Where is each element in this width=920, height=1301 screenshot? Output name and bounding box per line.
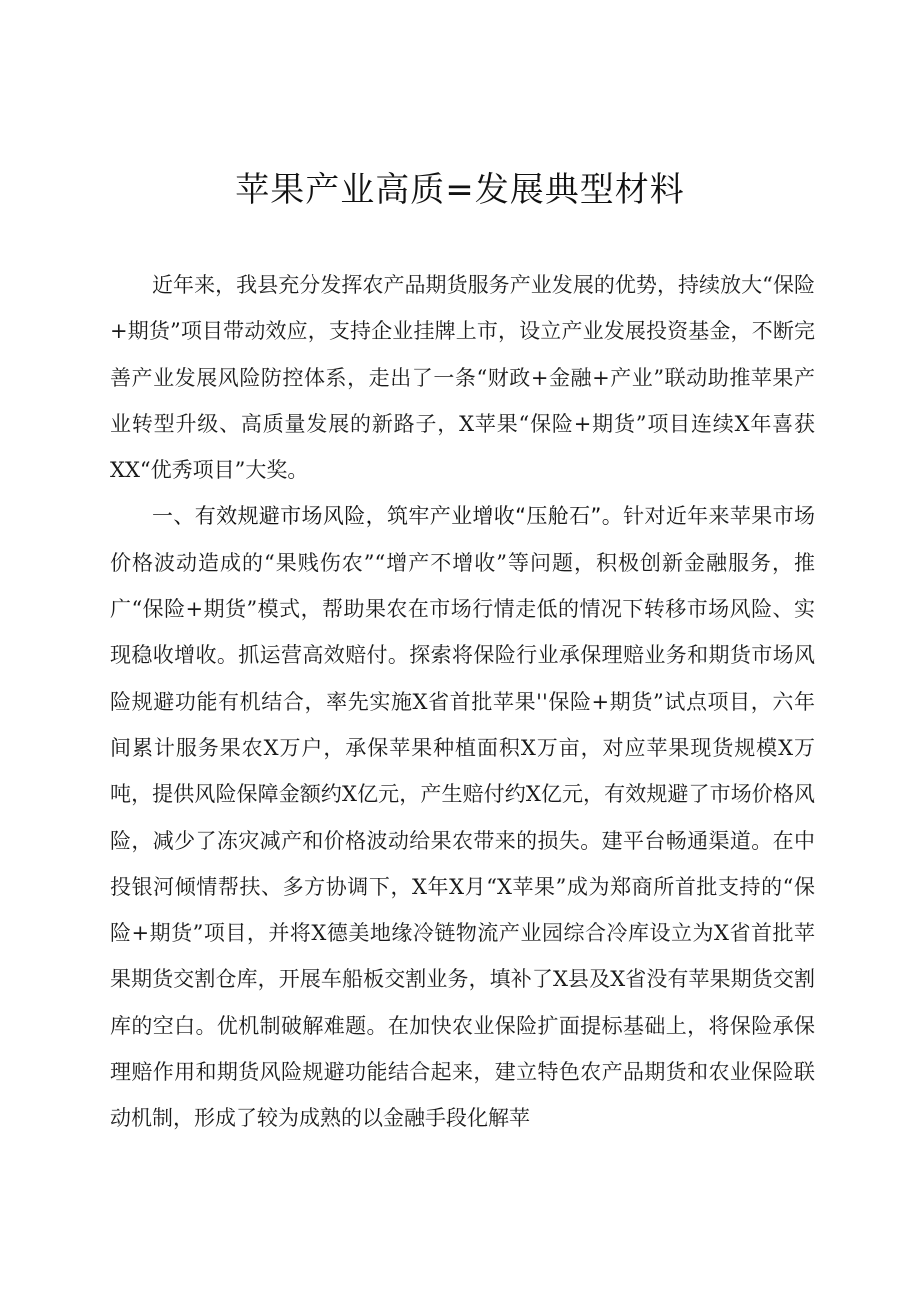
document-title: 苹果产业高质=发展典型材料 bbox=[235, 170, 685, 210]
section-1-body: 针对近年来苹果市场价格波动造成的“果贱伤农”“增产不增收”等问题，积极创新金融服务，推广“保险+期货”模式，帮助果农在市场行情走低的情况下转移市场风险、实现稳收增收。抓运营高效赔付。探索将保险行业承保理赔业务和期货市场风险规避功能有机结合，率先实施X省首批苹果''保险+期货”试点项目，六年间累计服务果农X万户，承保苹果种植面积X万亩，对应苹果现货规模X万吨，提供风险保障金额约X亿元，产生赔付约X亿元，有效规避了市场价格风险，减少了冻灾减产和价格波动给果农带来的损失。建平台畅通渠道。在中投银河倾情帮扶、多方协调下，X年X月“X苹果”成为郑商所首批支持的“保险+期货”项目，并将X德美地缘冷链物流产业园综合冷库设立为X省首批苹果期货交割仓库，开展车船板交割业务，填补了X县及X省没有苹果期货交割库的空白。优机制破解难题。在加快农业保险扩面提标基础上，将保险承保理赔作用和期货风险规避功能结合起来，建立特色农产品期货和农业保险联动机制，形成了较为成熟的以金融手段化解苹 bbox=[110, 504, 815, 1131]
document-body bbox=[110, 262, 815, 1142]
section-1-paragraph bbox=[110, 493, 815, 1141]
section-1-heading: 一、有效规避市场风险，筑牢产业增收“压舱石”。 bbox=[152, 504, 624, 529]
intro-paragraph: 近年来，我县充分发挥农产品期货服务产业发展的优势，持续放大“保险+期货”项目带动效应，支持企业挂牌上市，设立产业发展投资基金，不断完善产业发展风险防控体系，走出了一条“财政+金融+产业”联动助推苹果产业转型升级、高质量发展的新路子，X苹果“保险+期货”项目连续X年喜获XX“优秀项目”大奖。 bbox=[110, 273, 815, 483]
